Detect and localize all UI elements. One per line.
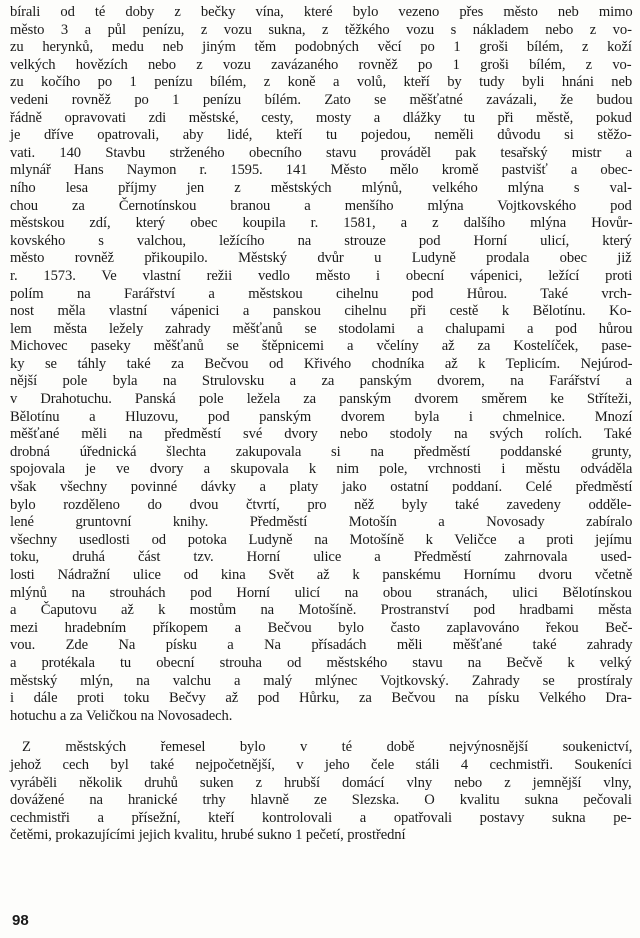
page-number: 98 — [12, 912, 29, 929]
text-line: spojovala je ve dvory a skupovala k nim pole, vrchnosti i městu odváděla — [10, 461, 633, 478]
text-line: je dříve opatrovali, aby lidé, kteří tu pojedou, neměli důvodu si stěžo- — [10, 127, 632, 144]
text-line: drobná úřednická šlechta zakupovala si na předměstí poddanské grunty, — [10, 443, 632, 460]
text-line: město 3 a půl penízu, z vozu sukna, z těžkého vozu s nákladem nebo z vo- — [10, 21, 632, 38]
text-line: ky se táhly také za Bečvou od Křivého chodníka až k Teplicím. Nejúrod- — [10, 355, 633, 372]
text-line: losti Nádražní ulice od kina Svět až k panskému Hornímu dvoru včetně — [10, 567, 633, 583]
text-line: řádně opravovati zdi městské, cesty, mosty a dlážky tu při městě, pokud — [10, 109, 632, 126]
text-line: vati. 140 Stavbu strženého obecního stavu prováděl pak tesařský mistr a — [10, 144, 632, 161]
document-page — [10, 4, 632, 845]
text-line: cechmistři a přísežní, kteří kontrolovali a opatřovali postavy sukna pe- — [10, 809, 632, 826]
text-line: polím na Farářství a městskou cihelnu pod Hůrou. Také vrch- — [10, 285, 632, 302]
text-line: mlynář Hans Naymon r. 1595. 141 Město mělo kromě pastvišť a obec- — [10, 162, 633, 179]
text-line: r. 1573. Ve vlastní režii vedlo město i obecní vápenici, ležící proti — [10, 267, 633, 284]
text-line: nější pole byla na Strulovsku a za panským dvorem, na Farářství a — [10, 373, 632, 390]
text-line: Z městských řemesel bylo v té době nejvýnosnější soukenictví, — [22, 739, 633, 756]
text-line: všechny usedlosti od potoka Ludyně na Motošíně k Veličce a proti jejímu — [10, 531, 632, 548]
text-line: měšťané měli na předměstí své dvory nebo stodoly na svých rolích. Také — [10, 426, 632, 443]
text-line: lem města ležely zahrady měšťanů se stodolami a chalupami a pod hůrou — [10, 320, 633, 337]
text-line: lené gruntovní knihy. Předměstí Motošín a Novosady zabíralo — [10, 514, 633, 531]
text-line: bírali od té doby z bečky vína, které bylo vezeno přes město neb mimo — [10, 4, 633, 20]
text-line: i dále proti toku Bečvy až pod Hůrku, za Bečvou na písku Velkého Dra- — [10, 690, 632, 707]
paragraph-gap — [10, 725, 632, 739]
text-line: vedeni rovněž po 1 penízu bílém. Zato se měšťatné zavázali, že budou — [10, 91, 633, 108]
text-line: toku, druhá část tzv. Horní ulice a Předměstí zahrnovala used- — [10, 549, 632, 566]
text-line: však všechny povinné dávky a platy jako ostatní poddaní. Celé předměstí — [10, 479, 633, 496]
text-line: vou. Zde Na písku a Na přísadách měli měšťané také zahrady — [10, 637, 633, 654]
text-line: a protékala tu obecní strouha od městského stavu na Bečvě k velký — [10, 654, 632, 671]
text-line: vyráběli několik druhů suken z hrubší domácí vlny nebo z jemnější vlny, — [10, 774, 632, 791]
text-line: dovážené na hranické trhy hlavně ze Slezska. O kvalitu sukna pečovali — [10, 792, 632, 809]
text-line: mlýnů na strouhách pod Horní ulicí na obou stranách, ulici Bělotínskou — [10, 584, 632, 601]
paragraph-2 — [10, 739, 632, 845]
text-line: bylo rozděleno do dvou čtvrtí, pro něž byly také zavedeny odděle- — [10, 496, 632, 513]
text-line: zu kočího po 1 penízu bílém, z koně a volů, kteří by tudy byli hnáni neb — [10, 74, 633, 91]
text-line: město rovněž přikoupilo. Městský dvůr u Ludyně prodala obec již — [10, 250, 632, 267]
text-line: Michovec paseky měšťanů se štěpnicemi a včelíny až za Kostelíček, pase- — [10, 338, 632, 355]
text-line: zu herynků, medu neb jiným těm podobných věcí po 1 groši bílém, z koží — [10, 39, 632, 56]
text-line: městský mlýn, na valchu a malý mlýnec Vojtkovský. Zahrady se prostíraly — [10, 672, 633, 689]
text-line: Bělotínu a Hluzovu, pod panským dvorem byla i chmelnice. Mnozí — [10, 408, 633, 425]
text-line: jehož cech byl také nejpočetnější, v jeho čele stáli 4 cechmistři. Soukeníci — [10, 756, 632, 773]
text-line: hotuchu a za Veličkou na Novosadech. — [10, 707, 233, 724]
text-line: v Drahotuchu. Panská pole ležela za panským dvorem směrem ke Stříteži, — [10, 391, 632, 408]
text-line: chou za Černotínskou branou a menšího mlýna Vojtkovského pod — [10, 197, 632, 214]
text-line: mezi hradebním příkopem a Bečvou bylo často zaplavováno řekou Beč- — [10, 619, 633, 636]
paragraph-1 — [10, 4, 632, 725]
text-line: nost měla vlastní vápenici a panskou cihelnu při cestě k Bělotínu. Ko- — [10, 303, 632, 320]
text-line: velkých hovězích nebo z vozu zavázaného rovněž po 1 groši bílém, z vo- — [10, 56, 632, 73]
text-line: ního lesa příjmy jen z městských mlýnů, velkého mlýna s val- — [10, 179, 632, 196]
text-line: a Čaputovu až k mostům na Motošíně. Prostranství pod hradbami města — [10, 602, 632, 619]
text-line: četěmi, prokazujícími jejich kvalitu, hrubé sukno 1 pečetí, prostřední — [10, 827, 406, 844]
text-line: kovského s valchou, ležícího na strouze pod Horní ulicí, který — [10, 232, 632, 249]
text-line: městskou zdí, který obec koupila r. 1581, a z dalšího mlýna Hovůr- — [10, 215, 633, 232]
